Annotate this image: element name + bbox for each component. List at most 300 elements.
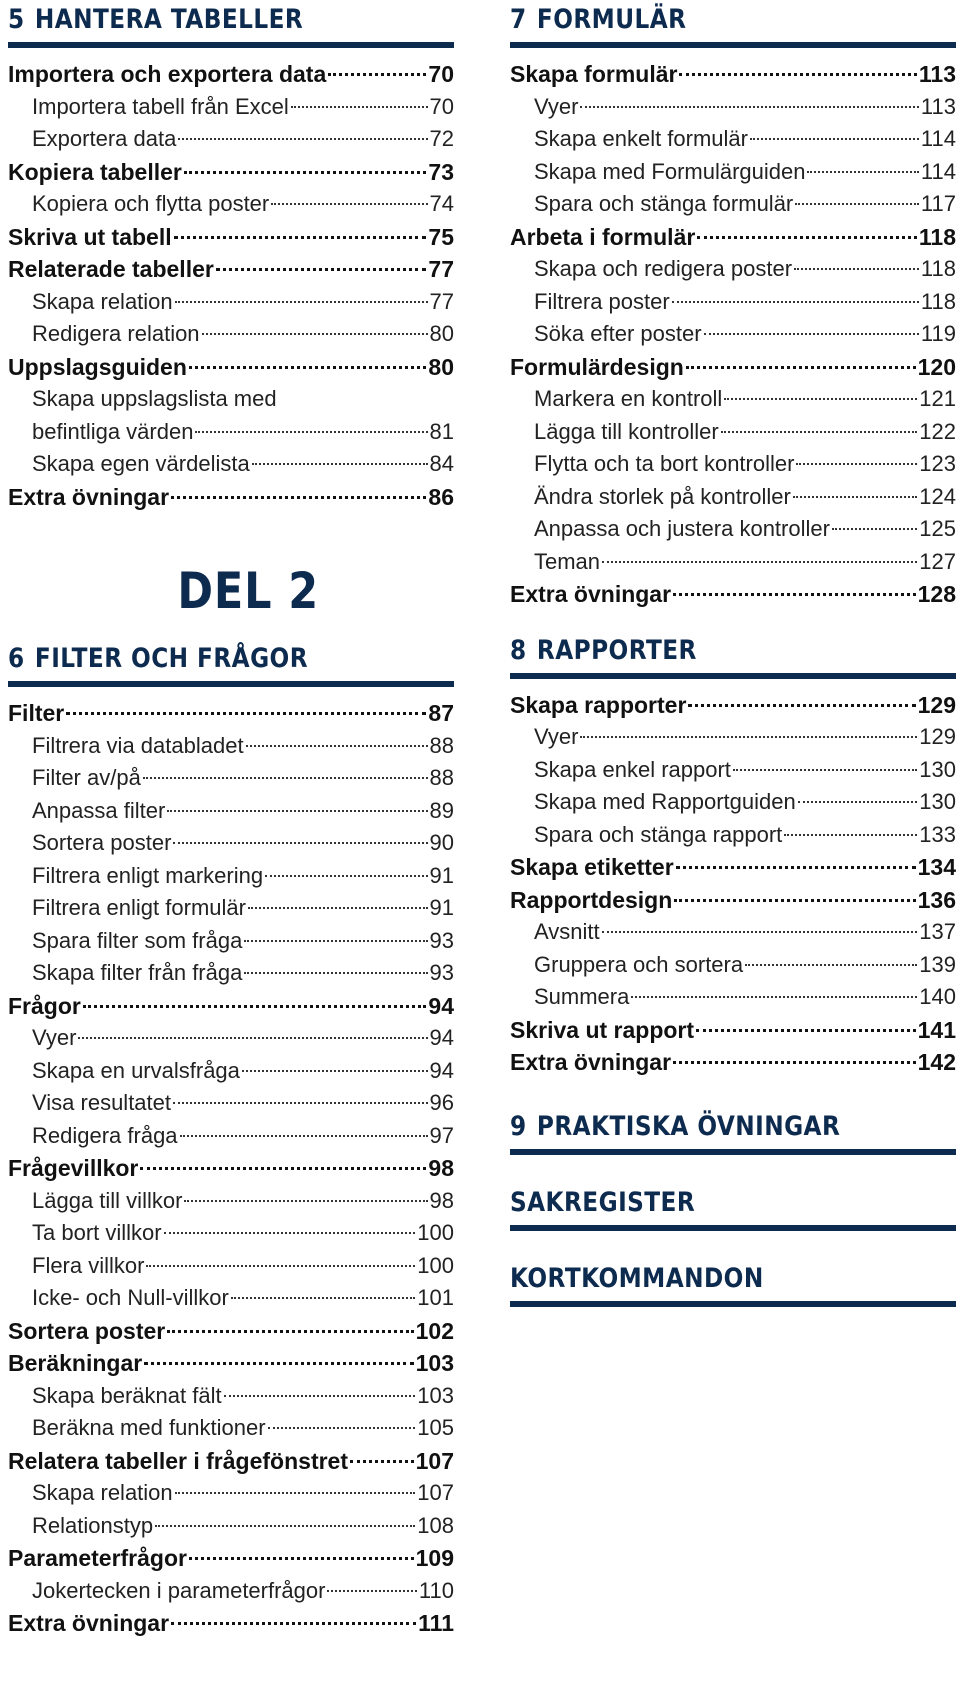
toc-entry xyxy=(510,546,956,579)
dot-leader xyxy=(271,203,427,205)
toc-entry xyxy=(8,925,454,958)
toc-entry xyxy=(8,383,454,448)
toc-entry-label: Teman xyxy=(534,548,601,574)
toc-entry-label: Söka efter poster xyxy=(534,321,702,346)
toc-entry xyxy=(8,1477,454,1510)
toc-entry xyxy=(8,1282,454,1315)
dot-leader xyxy=(580,736,917,738)
dot-leader xyxy=(189,366,427,369)
toc-entry-page: 98 xyxy=(428,1155,454,1181)
toc-entry xyxy=(8,1445,454,1478)
toc-entry xyxy=(510,91,956,124)
toc-entry-label: Lägga till kontroller xyxy=(534,418,719,444)
toc-entry xyxy=(510,221,956,254)
section-title: SAKREGISTER xyxy=(510,1186,696,1218)
toc-entry xyxy=(510,689,956,722)
toc-entry-page: 114 xyxy=(920,126,956,151)
toc-entry-label: Parameterfrågor xyxy=(8,1545,187,1571)
section-8-entries xyxy=(510,689,956,1079)
toc-entry xyxy=(8,58,454,91)
dot-leader xyxy=(265,875,427,877)
toc-entry-label: Redigera fråga xyxy=(32,1122,178,1148)
toc-entry-label: Extra övningar xyxy=(510,581,672,607)
toc-entry xyxy=(510,721,956,754)
toc-entry-label: Skapa etiketter xyxy=(510,854,674,880)
toc-entry-label: Skapa och redigera poster xyxy=(534,256,793,281)
dot-leader xyxy=(224,1395,416,1397)
dot-leader xyxy=(686,366,916,369)
toc-entry-label: Skapa en urvalsfråga xyxy=(32,1057,240,1083)
dot-leader xyxy=(602,931,918,933)
dot-leader xyxy=(688,704,915,707)
toc-entry xyxy=(510,1014,956,1047)
toc-entry-label: Skriva ut rapport xyxy=(510,1016,695,1043)
toc-entry xyxy=(8,188,454,221)
dot-leader xyxy=(66,712,426,715)
dot-leader xyxy=(171,496,426,499)
dot-leader xyxy=(602,561,917,563)
dot-leader xyxy=(171,1622,416,1625)
toc-entry-page: 120 xyxy=(917,353,956,380)
dot-leader xyxy=(174,236,427,239)
dot-leader xyxy=(697,236,917,239)
dot-leader xyxy=(631,996,917,998)
section-6-heading xyxy=(8,641,454,687)
toc-entry xyxy=(510,123,956,156)
toc-entry-label: Skapa filter från fråga xyxy=(32,960,243,985)
toc-entry xyxy=(510,188,956,221)
dot-leader xyxy=(242,1070,428,1072)
toc-entry-page: 90 xyxy=(429,830,454,855)
toc-entry-page: 105 xyxy=(417,1415,454,1440)
toc-entry-page: 80 xyxy=(429,321,454,346)
section-8-heading xyxy=(510,633,956,679)
toc-entry-page: 93 xyxy=(429,960,454,985)
dot-leader xyxy=(673,593,916,596)
toc-entry-label: Filter av/på xyxy=(32,765,141,790)
section-rule xyxy=(510,1225,956,1231)
toc-entry-label: Skapa relation xyxy=(32,288,173,314)
toc-entry-label: Spara och stänga formulär xyxy=(534,191,794,216)
toc-entry-label: Flytta och ta bort kontroller xyxy=(534,451,795,476)
toc-entry-label: Kopiera tabeller xyxy=(8,158,182,185)
toc-entry-page: 100 xyxy=(417,1252,454,1278)
toc-entry xyxy=(8,351,454,384)
toc-entry xyxy=(510,916,956,949)
dot-leader xyxy=(178,138,427,140)
toc-entry xyxy=(8,1250,454,1283)
toc-entry-label: Vyer xyxy=(534,93,579,119)
toc-entry-page: 101 xyxy=(417,1285,454,1310)
toc-entry xyxy=(8,990,454,1023)
toc-entry xyxy=(510,513,956,546)
toc-entry xyxy=(8,860,454,893)
dot-leader xyxy=(679,73,916,76)
toc-entry-page: 125 xyxy=(919,516,956,541)
section-number: 5 xyxy=(8,4,25,35)
toc-entry xyxy=(510,253,956,286)
toc-entry-page: 134 xyxy=(917,854,956,880)
toc-entry-label: Anpassa och justera kontroller xyxy=(534,516,830,541)
dot-leader xyxy=(195,431,427,433)
toc-entry xyxy=(8,448,454,481)
toc-entry xyxy=(8,253,454,286)
section-7-heading xyxy=(510,2,956,48)
toc-entry-page: 80 xyxy=(428,353,454,380)
toc-entry xyxy=(8,827,454,860)
toc-entry xyxy=(510,156,956,189)
toc-entry-page: 122 xyxy=(919,418,956,444)
toc-entry-page: 108 xyxy=(417,1512,454,1538)
toc-entry-label: Spara och stänga rapport xyxy=(534,821,783,847)
dot-leader xyxy=(784,834,917,836)
section-rule xyxy=(510,42,956,48)
toc-entry xyxy=(510,884,956,917)
toc-entry xyxy=(510,351,956,384)
toc-entry-label: Importera och exportera data xyxy=(8,61,327,87)
toc-entry-label: Jokertecken i parameterfrågor xyxy=(32,1577,326,1603)
toc-entry-label: Filter xyxy=(8,700,65,726)
section-number: 6 xyxy=(8,643,25,674)
toc-entry xyxy=(510,416,956,449)
toc-entry-page: 111 xyxy=(418,1610,454,1636)
toc-entry xyxy=(510,949,956,982)
dot-leader xyxy=(796,463,917,465)
dot-leader xyxy=(167,810,427,812)
toc-entry-page: 123 xyxy=(919,451,956,476)
toc-entry-page: 113 xyxy=(920,93,956,119)
toc-entry-label: Visa resultatet xyxy=(32,1090,172,1115)
toc-entry-label: Beräkningar xyxy=(8,1350,143,1376)
toc-entry xyxy=(8,1542,454,1575)
toc-entry-page: 124 xyxy=(919,483,956,509)
sakregister-heading xyxy=(510,1185,956,1231)
dot-leader xyxy=(832,528,917,530)
toc-entry-label: Skapa formulär xyxy=(510,61,678,87)
toc-entry-page: 127 xyxy=(919,548,956,574)
toc-entry xyxy=(8,1347,454,1380)
toc-entry-page: 93 xyxy=(429,927,454,953)
toc-entry xyxy=(8,318,454,351)
toc-entry-label: Rapportdesign xyxy=(510,886,673,913)
toc-entry-label: Spara filter som fråga xyxy=(32,927,243,953)
section-title: FILTER OCH FRÅGOR xyxy=(34,643,309,674)
toc-entry xyxy=(8,156,454,189)
toc-entry-page: 128 xyxy=(917,581,956,607)
toc-entry-page: 72 xyxy=(429,126,454,151)
toc-entry xyxy=(510,754,956,787)
toc-entry-label: Filtrera via databladet xyxy=(32,732,244,758)
toc-entry-label: Skapa rapporter xyxy=(510,691,687,718)
toc-entry-label: Skapa egen värdelista xyxy=(32,451,250,476)
toc-entry-label: Uppslagsguiden xyxy=(8,353,187,380)
toc-entry-page: 129 xyxy=(919,724,956,749)
dot-leader xyxy=(252,463,428,465)
toc-entry-page: 118 xyxy=(920,288,956,314)
dot-leader xyxy=(180,1135,428,1137)
toc-entry-label: Skapa enkelt formulär xyxy=(534,126,748,151)
dot-leader xyxy=(244,972,427,974)
section-rule xyxy=(510,1301,956,1307)
toc-entry xyxy=(510,981,956,1014)
toc-entry-label: Formulärdesign xyxy=(510,353,684,380)
toc-entry xyxy=(510,481,956,514)
toc-entry xyxy=(8,957,454,990)
dot-leader xyxy=(146,1265,415,1267)
toc-entry xyxy=(510,318,956,351)
dot-leader xyxy=(672,301,919,303)
toc-entry xyxy=(8,1022,454,1055)
toc-entry xyxy=(8,481,454,514)
toc-entry-page: 118 xyxy=(918,223,956,250)
toc-entry xyxy=(510,1046,956,1079)
toc-entry xyxy=(510,578,956,611)
dot-leader xyxy=(676,866,916,869)
toc-entry-page: 121 xyxy=(919,386,956,411)
toc-entry xyxy=(8,1380,454,1413)
toc-entry xyxy=(510,58,956,91)
section-5-heading xyxy=(8,2,454,48)
dot-leader xyxy=(83,1005,427,1008)
toc-entry-label: Beräkna med funktioner xyxy=(32,1415,266,1440)
toc-entry-page: 118 xyxy=(920,256,956,281)
section-title: KORTKOMMANDON xyxy=(510,1262,764,1294)
toc-entry xyxy=(8,1510,454,1543)
toc-entry-page: 107 xyxy=(417,1480,454,1505)
toc-entry-page: 102 xyxy=(415,1317,454,1344)
toc-entry xyxy=(8,91,454,124)
toc-entry xyxy=(8,730,454,763)
toc-entry-page: 75 xyxy=(428,223,454,250)
toc-entry-page: 94 xyxy=(429,1057,454,1083)
toc-entry-page: 87 xyxy=(428,700,454,726)
toc-entry-page: 97 xyxy=(429,1122,454,1148)
toc-entry-label: Skapa med Rapportguiden xyxy=(534,789,796,814)
toc-entry-label: Vyer xyxy=(32,1025,77,1050)
toc-entry-label: Extra övningar xyxy=(510,1049,672,1075)
dot-leader xyxy=(167,1330,413,1333)
dot-leader xyxy=(350,1460,414,1463)
toc-entry-label: Importera tabell från Excel xyxy=(32,93,289,119)
section-title: HANTERA TABELLER xyxy=(34,4,304,35)
dot-leader xyxy=(184,171,427,174)
part-title: DEL 2 xyxy=(177,562,320,620)
toc-entry-label: Relatera tabeller i frågefönstret xyxy=(8,1447,349,1474)
section-rule xyxy=(510,673,956,679)
section-title: FORMULÄR xyxy=(536,4,687,35)
toc-entry-label: Skapa enkel rapport xyxy=(534,756,731,782)
toc-entry-label: Skriva ut tabell xyxy=(8,223,172,250)
toc-left-column xyxy=(8,0,454,1640)
toc-entry xyxy=(8,1217,454,1250)
toc-entry-page: 100 xyxy=(417,1220,454,1245)
toc-entry-label: Frågevillkor xyxy=(8,1155,139,1181)
toc-entry-page: 96 xyxy=(429,1090,454,1115)
toc-entry xyxy=(8,762,454,795)
toc-entry-page: 88 xyxy=(429,765,454,790)
toc-entry-label: Filtrera enligt formulär xyxy=(32,895,246,920)
toc-entry-label: Sortera poster xyxy=(8,1317,166,1344)
toc-entry-label: Avsnitt xyxy=(534,919,600,944)
toc-entry-label: Anpassa filter xyxy=(32,797,166,823)
toc-entry-page: 133 xyxy=(919,821,956,847)
toc-entry-page: 136 xyxy=(917,886,956,913)
dot-leader xyxy=(721,431,918,433)
dot-leader xyxy=(795,203,919,205)
dot-leader xyxy=(189,1557,414,1560)
toc-entry-page: 77 xyxy=(428,256,454,282)
toc-entry-label: Lägga till villkor xyxy=(32,1187,183,1213)
toc-entry-page: 98 xyxy=(429,1187,454,1213)
dot-leader xyxy=(173,842,427,844)
toc-entry xyxy=(8,286,454,319)
dot-leader xyxy=(674,899,915,902)
toc-entry-label: Flera villkor xyxy=(32,1252,145,1278)
toc-entry-label: Extra övningar xyxy=(8,483,170,510)
toc-entry-page: 103 xyxy=(415,1350,454,1376)
toc-entry xyxy=(8,1055,454,1088)
toc-entry-label: Ta bort villkor xyxy=(32,1220,162,1245)
toc-entry-page: 77 xyxy=(429,288,454,314)
toc-entry-page: 139 xyxy=(919,951,956,977)
section-rule xyxy=(510,1149,956,1155)
toc-entry xyxy=(8,697,454,730)
kortkommandon-heading xyxy=(510,1261,956,1307)
section-title: RAPPORTER xyxy=(536,634,697,666)
toc-entry-label: Relationstyp xyxy=(32,1512,154,1538)
toc-entry-page: 110 xyxy=(418,1577,454,1603)
toc-right-column xyxy=(510,0,956,1317)
toc-entry-label: Exportera data xyxy=(32,126,177,151)
toc-entry-page: 94 xyxy=(429,1025,454,1050)
dot-leader xyxy=(268,1427,416,1429)
section-rule xyxy=(8,42,454,48)
dot-leader xyxy=(673,1061,916,1064)
dot-leader xyxy=(244,940,427,942)
dot-leader xyxy=(327,1590,416,1592)
dot-leader xyxy=(798,801,918,803)
dot-leader xyxy=(175,1492,416,1494)
section-9-heading xyxy=(510,1109,956,1155)
dot-leader xyxy=(733,769,917,771)
toc-entry-page: 142 xyxy=(917,1049,956,1075)
toc-entry-label: Arbeta i formulär xyxy=(510,223,696,250)
dot-leader xyxy=(750,138,919,140)
dot-leader xyxy=(164,1232,416,1234)
section-number: 8 xyxy=(510,634,527,666)
dot-leader xyxy=(793,496,917,498)
toc-entry-label: Vyer xyxy=(534,724,579,749)
section-number: 7 xyxy=(510,4,527,35)
toc-entry-page: 91 xyxy=(429,895,454,920)
dot-leader xyxy=(144,1362,413,1365)
toc-entry xyxy=(510,286,956,319)
toc-entry xyxy=(510,851,956,884)
toc-entry xyxy=(8,123,454,156)
section-6-entries xyxy=(8,697,454,1640)
toc-entry-label-continued: befintliga värden xyxy=(32,418,194,444)
dot-leader xyxy=(140,1167,426,1170)
toc-entry xyxy=(8,1185,454,1218)
dot-leader xyxy=(248,907,428,909)
dot-leader xyxy=(328,73,426,76)
toc-entry xyxy=(8,1575,454,1608)
toc-entry xyxy=(510,786,956,819)
toc-entry xyxy=(8,1120,454,1153)
toc-entry-label: Redigera relation xyxy=(32,321,200,346)
toc-entry-page: 119 xyxy=(920,321,956,346)
dot-leader xyxy=(580,106,919,108)
section-title: PRAKTISKA ÖVNINGAR xyxy=(536,1110,841,1142)
toc-entry xyxy=(510,448,956,481)
toc-entry-page: 89 xyxy=(429,797,454,823)
dot-leader xyxy=(704,333,919,335)
toc-entry-label: Extra övningar xyxy=(8,1610,170,1636)
toc-entry xyxy=(8,892,454,925)
dot-leader xyxy=(246,745,428,747)
toc-entry-page: 86 xyxy=(428,483,454,510)
section-number: 9 xyxy=(510,1110,527,1142)
toc-entry-label: Ändra storlek på kontroller xyxy=(534,483,791,509)
dot-leader xyxy=(155,1525,415,1527)
dot-leader xyxy=(202,333,428,335)
toc-entry-page: 141 xyxy=(917,1016,956,1043)
toc-entry-page: 114 xyxy=(920,158,956,184)
toc-entry-page: 130 xyxy=(919,789,956,814)
dot-leader xyxy=(78,1037,427,1039)
toc-entry-label: Skapa med Formulärguiden xyxy=(534,158,806,184)
toc-entry-label: Summera xyxy=(534,984,630,1009)
toc-entry-label: Frågor xyxy=(8,992,81,1019)
dot-leader xyxy=(175,301,428,303)
toc-entry-page: 70 xyxy=(428,61,454,87)
toc-entry-page: 137 xyxy=(919,919,956,944)
toc-entry-page: 70 xyxy=(429,93,454,119)
dot-leader xyxy=(696,1029,916,1032)
toc-entry-page: 103 xyxy=(417,1382,454,1408)
dot-leader xyxy=(794,268,919,270)
toc-entry xyxy=(8,1315,454,1348)
toc-entry-label: Markera en kontroll xyxy=(534,386,723,411)
toc-entry-page: 113 xyxy=(918,61,956,87)
section-5-entries xyxy=(8,58,454,513)
toc-entry-label: Filtrera poster xyxy=(534,288,670,314)
toc-entry-page: 129 xyxy=(917,691,956,718)
toc-entry-label: Filtrera enligt markering xyxy=(32,862,264,888)
toc-entry-page: 130 xyxy=(919,756,956,782)
toc-entry-page: 73 xyxy=(428,158,454,185)
toc-entry-page: 140 xyxy=(919,984,956,1009)
dot-leader xyxy=(231,1297,415,1299)
toc-entry-label: Icke- och Null-villkor xyxy=(32,1285,229,1310)
dot-leader xyxy=(173,1102,428,1104)
toc-entry xyxy=(8,221,454,254)
toc-entry-label: Skapa uppslagslista med xyxy=(32,386,277,411)
toc-entry-label: Relaterade tabeller xyxy=(8,256,214,282)
toc-entry-label: Kopiera och flytta poster xyxy=(32,191,270,216)
toc-entry xyxy=(510,383,956,416)
toc-entry-page: 94 xyxy=(428,992,454,1019)
toc-entry-label: Sortera poster xyxy=(32,830,172,855)
toc-entry-page: 117 xyxy=(920,191,956,216)
dot-leader xyxy=(184,1200,427,1202)
toc-entry xyxy=(510,819,956,852)
toc-entry-page: 74 xyxy=(429,191,454,216)
toc-entry-page: 91 xyxy=(429,862,454,888)
toc-entry-page: 109 xyxy=(415,1545,454,1571)
dot-leader xyxy=(807,171,918,173)
toc-entry-page: 107 xyxy=(415,1447,454,1474)
